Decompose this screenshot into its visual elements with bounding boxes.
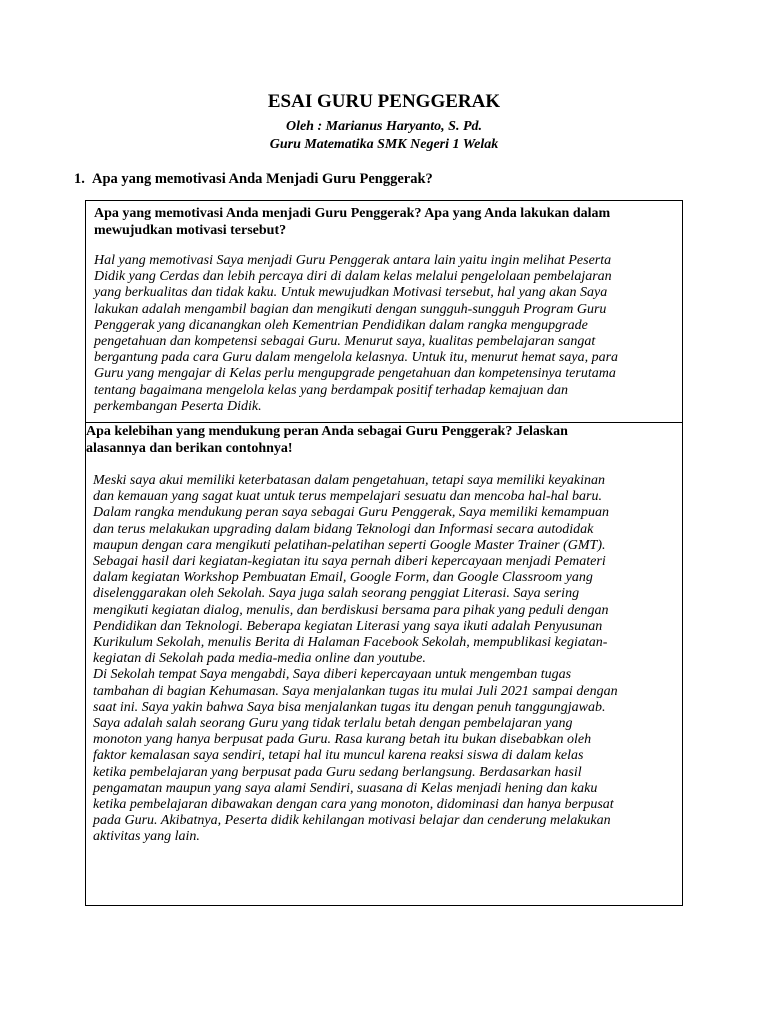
- answer-line: monoton yang hanya berpusat pada Guru. Rasa kurang betah itu bukan disebabkan oleh: [93, 732, 592, 748]
- answer-line: bergantung pada cara Guru dalam mengelola kelasnya. Untuk itu, menurut hemat saya, para: [94, 350, 619, 366]
- answer-line: yang berkualitas dan tidak kaku. Untuk mewujudkan Motivasi tersebut, hal yang akan Saya: [94, 285, 608, 301]
- box2-answer: [93, 473, 677, 846]
- answer-line: ketika pembelajaran dibawakan dengan cara yang monoton, didominasi dan hanya berpusat: [93, 797, 614, 813]
- answer-line: Pendidikan dan Teknologi. Beberapa kegiatan Literasi yang saya ikuti adalah Penyusunan: [93, 618, 603, 634]
- answer-line: Penggerak yang dicanangkan oleh Kementrian Pendidikan dalam rangka mengupgrade: [94, 317, 588, 333]
- box1-answer: [94, 253, 678, 415]
- answer-line: Didik yang Cerdas dan lebih percaya diri di dalam kelas melalui pengelolaan pembelajaran: [94, 269, 612, 285]
- box1-question: [94, 205, 678, 239]
- answer-box-motivation: [85, 200, 683, 423]
- answer-line: mengikuti kegiatan dialog, menulis, dan berdiskusi bersama para pihak yang peduli dengan: [93, 602, 609, 618]
- answer-line: perkembangan Peserta Didik.: [94, 398, 262, 414]
- answer-line: Saya adalah salah seorang Guru yang tidak terlalu betah dengan pembelajaran yang: [93, 716, 573, 732]
- answer-line: tentang bagaimana mengelola kelas yang berdampak positif terhadap kemajuan dan: [94, 382, 568, 398]
- answer-line: ketika pembelajaran yang berpusat pada Guru sedang berlangsung. Berdasarkan hasil: [93, 764, 582, 780]
- answer-line: maupun dengan cara mengikuti pelatihan-pelatihan seperti Google Master Trainer (GMT).: [93, 537, 606, 553]
- document-title: ESAI GURU PENGGERAK: [267, 91, 501, 112]
- author-position: Guru Matematika SMK Negeri 1 Welak: [269, 137, 499, 152]
- answer-line: kegiatan di Sekolah pada media-media online dan youtube.: [93, 651, 426, 667]
- answer-line: pengetahuan dan kompetensi sebagai Guru. Menurut saya, kualitas pembelajaran sangat: [94, 334, 596, 350]
- answer-line: Guru yang mengajar di Kelas perlu mengupgrade pengetahuan dan kompetensinya terutama: [94, 366, 616, 382]
- answer-line: pengamatan maupun yang saya alami Sendiri, suasana di Kelas menjadi hening dan kaku: [93, 780, 598, 796]
- answer-line: dalam kegiatan Workshop Pembuatan Email, Google Form, dan Google Classroom yang: [93, 570, 593, 586]
- question-line: Apa kelebihan yang mendukung peran Anda sebagai Guru Penggerak? Jelaskan: [86, 424, 568, 439]
- answer-line: Meski saya akui memiliki keterbatasan dalam pengetahuan, tetapi saya memiliki keyakinan: [93, 473, 606, 488]
- question-heading: [74, 171, 433, 188]
- answer-line: Dalam rangka mendukung peran saya sebagai Guru Penggerak, Saya memiliki kemampuan: [93, 505, 609, 521]
- answer-line: lakukan adalah mengambil bagian dan mengikuti dengan sungguh-sungguh Program Guru: [94, 301, 607, 317]
- answer-line: Kurikulum Sekolah, menulis Berita di Halaman Facebook Sekolah, mempublikasi kegiatan-: [93, 635, 608, 651]
- question-heading-text: Apa yang memotivasi Anda Menjadi Guru Penggerak?: [92, 171, 433, 187]
- question-line: alasannya dan berikan contohnya!: [86, 441, 293, 456]
- answer-line: saat ini. Saya yakin bahwa Saya bisa menjalankan tugas itu dengan penuh tanggungjawab.: [93, 699, 606, 715]
- answer-line: Hal yang memotivasi Saya menjadi Guru Penggerak antara lain yaitu ingin melihat Peserta: [94, 253, 612, 268]
- author-line: Oleh : Marianus Haryanto, S. Pd.: [285, 119, 483, 134]
- answer-line: pada Guru. Akibatnya, Peserta didik kehilangan motivasi belajar dan cenderung melakukan: [93, 813, 611, 829]
- answer-line: Sebagai hasil dari kegiatan-kegiatan itu saya pernah diberi kepercayaan menjadi Pemateri: [93, 554, 606, 570]
- box2-question: [86, 423, 676, 457]
- answer-line: dan terus melakukan upgrading dalam bidang Teknologi dan Informasi secara autodidak: [93, 521, 594, 537]
- answer-line: faktor kemalasan saya sendiri, tetapi hal itu muncul karena reaksi siswa di dalam kelas: [93, 748, 584, 764]
- answer-line: diselenggarakan oleh Sekolah. Saya juga salah seorang penggiat Literasi. Saya sering: [93, 586, 580, 602]
- answer-line: dan kemauan yang sagat kuat untuk terus mempelajari sesuatu dan mencoba hal-hal baru.: [93, 489, 602, 505]
- answer-line: Di Sekolah tempat Saya mengabdi, Saya diberi kepercayaan untuk mengemban tugas: [93, 667, 572, 683]
- answer-line: aktivitas yang lain.: [93, 829, 200, 845]
- answer-box-strengths: [85, 422, 683, 906]
- question-line: Apa yang memotivasi Anda menjadi Guru Penggerak? Apa yang Anda lakukan dalam: [94, 206, 611, 221]
- answer-line: tambahan di bagian Kehumasan. Saya menjalankan tugas itu mulai Juli 2021 sampai dengan: [93, 683, 618, 699]
- question-number: 1.: [74, 171, 85, 187]
- question-line: mewujudkan motivasi tersebut?: [94, 223, 287, 238]
